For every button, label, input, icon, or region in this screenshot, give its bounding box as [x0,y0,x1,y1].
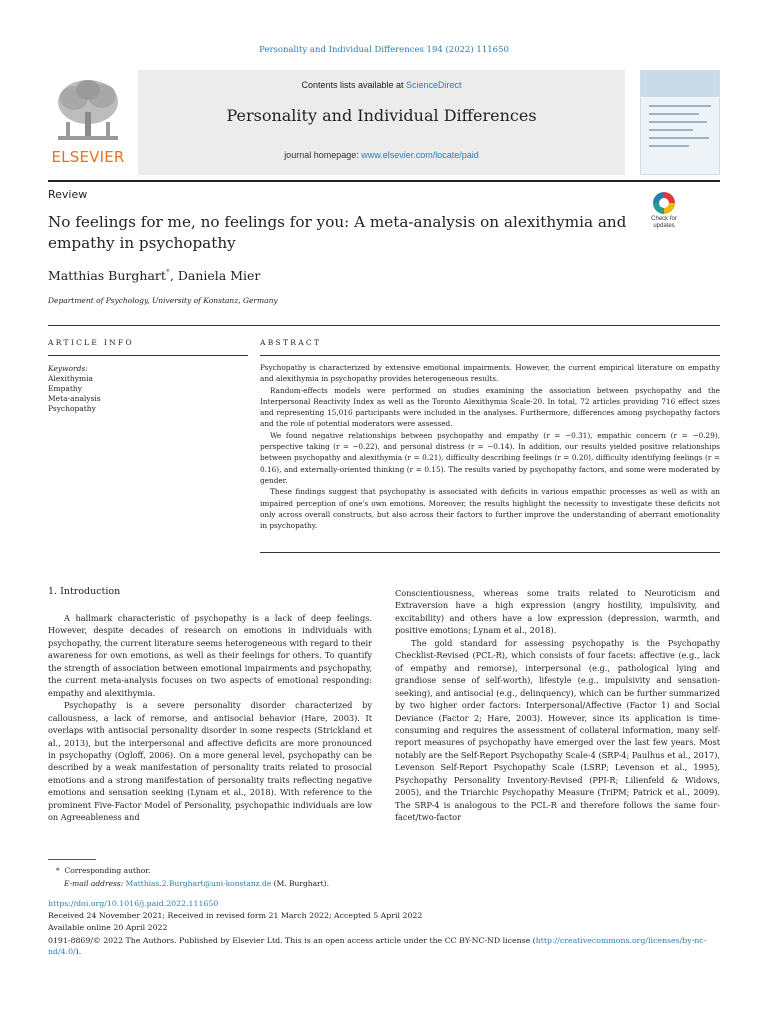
contents-prefix: Contents lists available at [301,80,407,90]
abstract-body [260,362,720,531]
check-updates-icon [653,192,675,214]
footnote-mark: * [56,866,60,875]
footnote-rule [48,859,96,860]
article-info-heading: ARTICLE INFO [48,338,134,347]
journal-banner [48,70,628,175]
body-paragraph: Conscientiousness, whereas some traits related to Neuroticism and Extraversion have a high expression (angry hostility, impulsivity, and excitability) and others have a low expression (depression, warmth, and positive emotions; Lynam et al., 2018). [395,588,720,636]
footnote-text: Corresponding author. [64,866,151,875]
license-prefix: 0191-8869/© 2022 The Authors. Published by Elsevier Ltd. This is an open access article under the CC BY-NC-ND license ( [48,936,536,945]
doi-link[interactable] [48,898,218,909]
check-for-updates-badge[interactable] [645,192,683,232]
cover-line [649,121,707,123]
affiliation: Department of Psychology, University of Konstanz, Germany [48,296,278,305]
doi-text[interactable]: https://doi.org/10.1016/j.paid.2022.111650 [48,899,219,908]
article-type: Review [48,188,88,201]
divider [48,325,720,326]
abstract-paragraph: These findings suggest that psychopathy is associated with deficits in various empathic processes as well as with an impaired perception of one's own emotions. Moreover, the results highlight the necessity to investigate these deficits not only across overall constructs, but also across their factors to further improve the understanding of aberrant emotionality in psychopathy. [260,487,720,531]
journal-title: Personality and Individual Differences [226,106,537,125]
keyword: Empathy [48,384,82,393]
cover-header-strip [641,71,719,97]
authors [48,268,260,283]
divider [48,355,248,356]
author-name[interactable]: Matthias Burghart [48,268,166,284]
abstract-paragraph: Random-effects models were performed on studies examining the association between psychopathy and the Interpersonal Reactivity Index as well as the Toronto Alexithymia Scale-20. In total, 72 articles providing 716 effect sizes and representing 15,016 participants were included in the analyses. Furthermore, differences among psychopathy factors and the role of potential moderators were assessed. [260,385,720,429]
cover-line [649,129,693,131]
author-name[interactable]: Daniela Mier [177,268,261,284]
right-column [395,587,720,824]
abstract-heading: ABSTRACT [260,338,322,347]
elsevier-wordmark: ELSEVIER [51,148,125,166]
abstract-paragraph: Psychopathy is characterized by extensive emotional impairments. However, the current empirical literature on empathy and alexithymia in psychopathy provides heterogeneous results. [260,363,720,384]
author-separator: , [169,268,178,284]
article-title: No feelings for me, no feelings for you: A meta-analysis on alexithymia and empathy in psychopathy [48,213,627,252]
elsevier-tree-icon [52,76,124,146]
journal-cover-thumbnail[interactable] [640,70,720,175]
homepage-link[interactable]: www.elsevier.com/locate/paid [361,150,479,160]
body-paragraph: A hallmark characteristic of psychopathy is a lack of deep feelings. However, despite decades of research on emotions in individuals with psychopathy, the current literature seems heterogeneous with regard to their awareness for own emotions, as well as their feelings for others. To quantify the strength of association between emotional impairments and psychopathy, the current meta-analysis focuses on two aspects of emotional responding: empathy and alexithymia. [48,613,372,698]
footnote-corresponding [56,866,150,875]
license-link[interactable]: http://creativecommons.org/licenses/by-nc-nd/4.0/ [48,936,707,956]
license-statement [48,935,720,957]
sciencedirect-link[interactable]: ScienceDirect [406,80,462,90]
keywords [48,364,101,414]
check-updates-line: Check for [651,216,677,222]
cover-line [649,145,689,147]
available-online: Available online 20 April 2022 [48,923,168,932]
keyword: Meta-analysis [48,394,101,403]
email-label: E-mail address: [64,879,124,888]
cover-line [649,113,699,115]
corresponding-mark[interactable]: * [165,268,170,277]
header-rule [48,180,720,182]
divider [260,552,720,553]
email-link[interactable]: Matthias.2.Burghart@uni-konstanz.de [125,879,272,888]
check-updates-line: updates [653,223,675,229]
body-paragraph: Psychopathy is a severe personality disorder characterized by callousness, a lack of remorse, and antisocial behavior (Hare, 2003). It overlaps with antisocial personality disorder in some respects (Strickland et al., 2013), but the interpersonal and affective deficits are more pronounced in psychopathy (Ogloff, 2006). On a more general level, psychopathy can be described by a weak manifestation of personality traits related to prosocial emotions and a strong manifestation of personality traits reflecting negative emotions and sensation seeking (Lynam et al., 2018). With reference to the prominent Five-Factor Model of Personality, psychopathic individuals are low on Agreeableness and [48,700,372,823]
check-updates-text [645,216,683,230]
license-suffix: ). [75,947,82,956]
keywords-label: Keywords: [48,364,88,373]
cover-line [649,105,711,107]
running-head: Personality and Individual Differences 194 (2022) 111650 [259,45,509,55]
abstract-paragraph: We found negative relationships between psychopathy and empathy (r = −0.31), empathic concern (r = −0.29), perspective taking (r = −0.22), and personal distress (r = −0.14). In addition, our results yielded positive relationships between psychopathy and alexithymia (r = 0.21), difficulty describing feelings (r = 0.20), difficulty identifying feelings (r = 0.16), and externally-oriented thinking (r = 0.15). The results varied by psychopathy factors, and some were moderated by gender. [260,430,720,485]
received-dates: Received 24 November 2021; Received in revised form 21 March 2022; Accepted 5 April 2022 [48,911,423,920]
homepage-prefix: journal homepage: [284,150,362,160]
elsevier-logo [48,76,128,170]
left-column [48,612,372,824]
footnote-email [64,879,329,888]
keyword: Psychopathy [48,404,96,413]
keyword: Alexithymia [48,374,93,383]
contents-line [138,80,625,90]
cover-line [649,137,709,139]
section-heading: 1. Introduction [48,586,121,597]
body-paragraph: The gold standard for assessing psychopathy is the Psychopathy Checklist-Revised (PCL-R), which consists of four facets: affective (e.g., lack of empathy and remorse), interpersonal (e.g., pathological lying and grandiose sense of self-worth), lifestyle (e.g., impulsivity and sensation-seeking), and antisocial (e.g., delinquency), which can be further summarized by two higher order factors: Interpersonal/Affective (Factor 1) and Social Deviance (Factor 2; Hare, 2003). However, since its application is time-consuming and requires the assessment of collateral information, many self-report measures of psychopathy have emerged over the last few years. Most notably are the Self-Report Psychopathy Scale-4 (SRP-4; Paulhus et al., 2017), Levenson Self-Report Psychopathy Scale (LSRP; Levenson et al., 1995), Psychopathy Personality Inventory-Revised (PPI-R; Lilienfeld & Widows, 2005), and the Triarchic Psychopathy Measure (TriPM; Patrick et al., 2009). The SRP-4 is analogous to the PCL-R and therefore follows the same four-facet/two-factor [395,637,720,823]
journal-homepage [138,150,625,160]
email-suffix: (M. Burghart). [273,879,329,888]
banner-center [138,70,625,175]
divider [260,355,720,356]
